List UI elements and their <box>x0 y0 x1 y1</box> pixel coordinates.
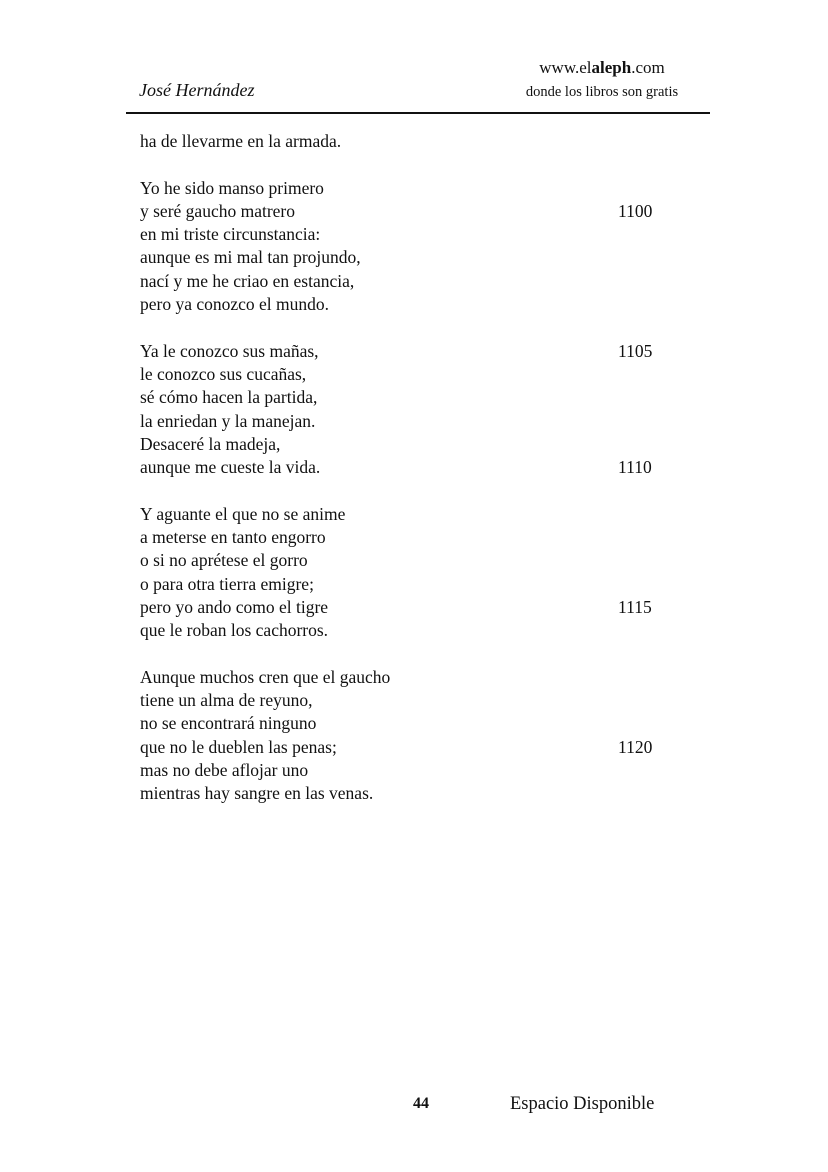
stanza-gap <box>140 479 680 502</box>
verse-line <box>140 712 680 735</box>
line-number: 1110 <box>618 457 652 478</box>
stanza-gap <box>140 643 680 666</box>
verse-text: y seré gaucho matrero <box>140 200 295 221</box>
verse-text: le conozco sus cucañas, <box>140 363 307 384</box>
verse-line <box>140 270 680 293</box>
verse-line <box>140 596 680 619</box>
site-prefix: www.el <box>539 58 592 77</box>
verse-text: que no le dueblen las penas; <box>140 736 337 757</box>
verse-line <box>140 433 680 456</box>
verse-line <box>140 736 680 759</box>
verse-text: Yo he sido manso primero <box>140 177 324 198</box>
verse-text: en mi triste circunstancia: <box>140 224 321 245</box>
verse-line <box>140 759 680 782</box>
verse-text: o para otra tierra emigre; <box>140 573 314 594</box>
verse-text: que le roban los cachorros. <box>140 620 329 641</box>
verse-line <box>140 246 680 269</box>
verse-line <box>140 200 680 223</box>
verse-text: a meterse en tanto engorro <box>140 527 326 548</box>
verse-text: tiene un alma de reyuno, <box>140 690 313 711</box>
verse-text: nací y me he criao en estancia, <box>140 270 355 291</box>
verse-line <box>140 549 680 572</box>
verse-line <box>140 410 680 433</box>
verse-line <box>140 223 680 246</box>
verse-line <box>140 363 680 386</box>
verse-text: pero yo ando como el tigre <box>140 596 329 617</box>
verse-text: o si no aprétese el gorro <box>140 550 308 571</box>
verse-text: Aunque muchos cren que el gaucho <box>140 666 391 687</box>
site-suffix: .com <box>631 58 665 77</box>
header-tagline: donde los libros son gratis <box>525 84 679 100</box>
footer-text: Espacio Disponible <box>510 1094 655 1114</box>
verse-text: la enriedan y la manejan. <box>140 410 316 431</box>
verse-line <box>140 782 680 805</box>
verse-line <box>140 666 680 689</box>
verse-line <box>140 689 680 712</box>
verse-text: Desaceré la madeja, <box>140 433 281 454</box>
verse-text: aunque es mi mal tan projundo, <box>140 247 361 268</box>
verse-line <box>140 526 680 549</box>
verse-text: Ya le conozco sus mañas, <box>140 340 319 361</box>
verse-text: mientras hay sangre en las venas. <box>140 783 374 804</box>
line-number: 1115 <box>618 596 652 617</box>
header-rule <box>126 112 710 114</box>
site-bold: aleph <box>591 58 632 77</box>
verse-text: mas no debe aflojar uno <box>140 760 309 781</box>
verse-line <box>140 573 680 596</box>
header-site <box>500 58 704 78</box>
verse-text: ha de llevarme en la armada. <box>140 131 342 151</box>
verse-text: no se encontrará ninguno <box>140 713 317 734</box>
verse-line <box>140 619 680 642</box>
verse-text: aunque me cueste la vida. <box>140 457 321 478</box>
verse-line <box>140 340 680 363</box>
verse-line <box>140 293 680 316</box>
verse-line <box>140 177 680 200</box>
verse-text: Y aguante el que no se anime <box>140 503 346 524</box>
line-number: 1100 <box>618 200 653 221</box>
verse-text: pero ya conozco el mundo. <box>140 294 330 315</box>
verse-line <box>140 130 680 153</box>
line-number: 1105 <box>618 340 653 361</box>
stanza-gap <box>140 316 680 339</box>
verse-line <box>140 503 680 526</box>
page-number: 44 <box>413 1095 429 1112</box>
line-number: 1120 <box>618 736 653 757</box>
verse-line <box>140 456 680 479</box>
header-author: José Hernández <box>139 80 255 100</box>
verse-text: sé cómo hacen la partida, <box>140 387 318 408</box>
verse-line <box>140 386 680 409</box>
poem-body <box>140 130 680 806</box>
stanza-gap <box>140 153 680 176</box>
